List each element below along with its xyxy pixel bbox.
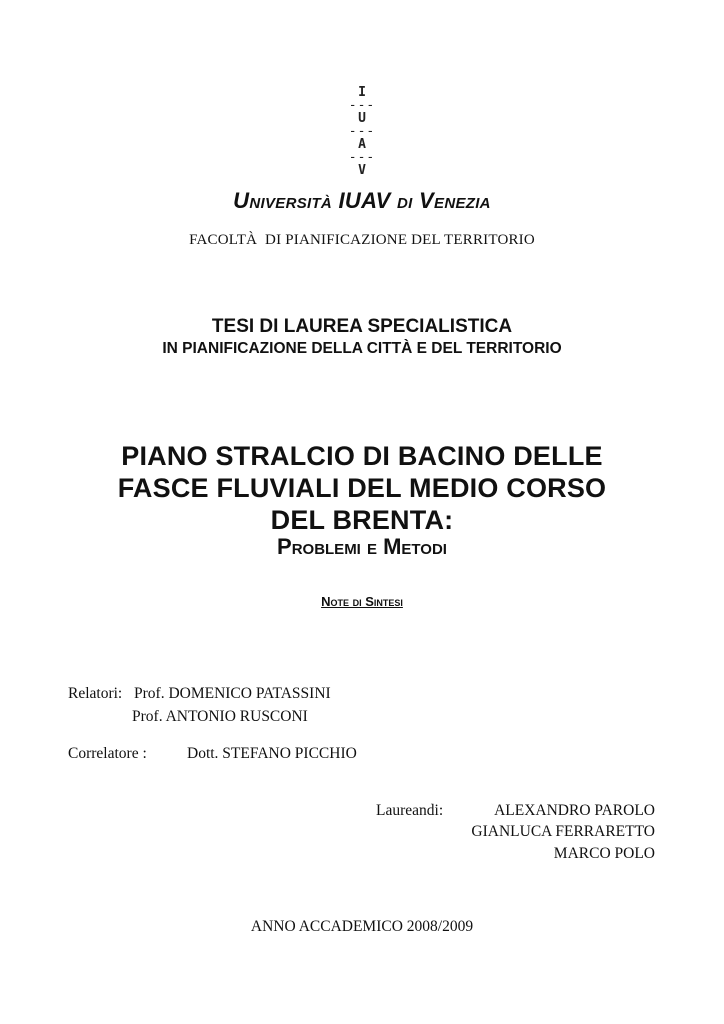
thesis-type: TESI DI LAUREA SPECIALISTICA	[211, 316, 513, 337]
faculty-name: FACOLTÀ DI PIANIFICAZIONE DEL TERRITORIO	[189, 232, 535, 248]
academic-year: ANNO ACCADEMICO 2008/2009	[250, 918, 474, 935]
correlatore-name: Dott. STEFANO PICCHIO	[187, 745, 357, 762]
logo-separator: ---	[348, 124, 376, 139]
thesis-title-line: FASCE FLUVIALI DEL MEDIO CORSO	[117, 473, 607, 503]
logo-separator: ---	[348, 150, 376, 165]
laureandi-label: Laureandi:	[376, 802, 444, 819]
relatore-name: Prof. ANTONIO RUSCONI	[132, 708, 308, 725]
correlatore-label: Correlatore :	[68, 745, 147, 762]
laureando-name: MARCO POLO	[553, 845, 655, 862]
relatore-name: Prof. DOMENICO PATASSINI	[134, 685, 331, 702]
logo-letter: U	[358, 111, 366, 126]
thesis-field: IN PIANIFICAZIONE DELLA CITTÀ E DEL TERRITORIO	[162, 340, 562, 357]
logo-letter: V	[358, 163, 366, 178]
relatori-label: Relatori:	[68, 685, 123, 702]
logo-separator: ---	[348, 98, 376, 113]
laureando-name: GIANLUCA FERRARETTO	[471, 823, 655, 840]
thesis-title-line: PIANO STRALCIO DI BACINO DELLE	[121, 441, 603, 471]
thesis-subtitle: Problemi e Metodi	[277, 534, 447, 559]
logo-letter: I	[358, 85, 366, 100]
university-name: Università IUAV di Venezia	[233, 188, 491, 213]
iuav-logo	[0, 86, 724, 177]
thesis-title-line: DEL BRENTA:	[270, 505, 454, 535]
logo-letter: A	[358, 137, 366, 152]
document-note: Note di Sintesi	[321, 594, 403, 609]
laureando-name: ALEXANDRO PAROLO	[494, 802, 655, 819]
